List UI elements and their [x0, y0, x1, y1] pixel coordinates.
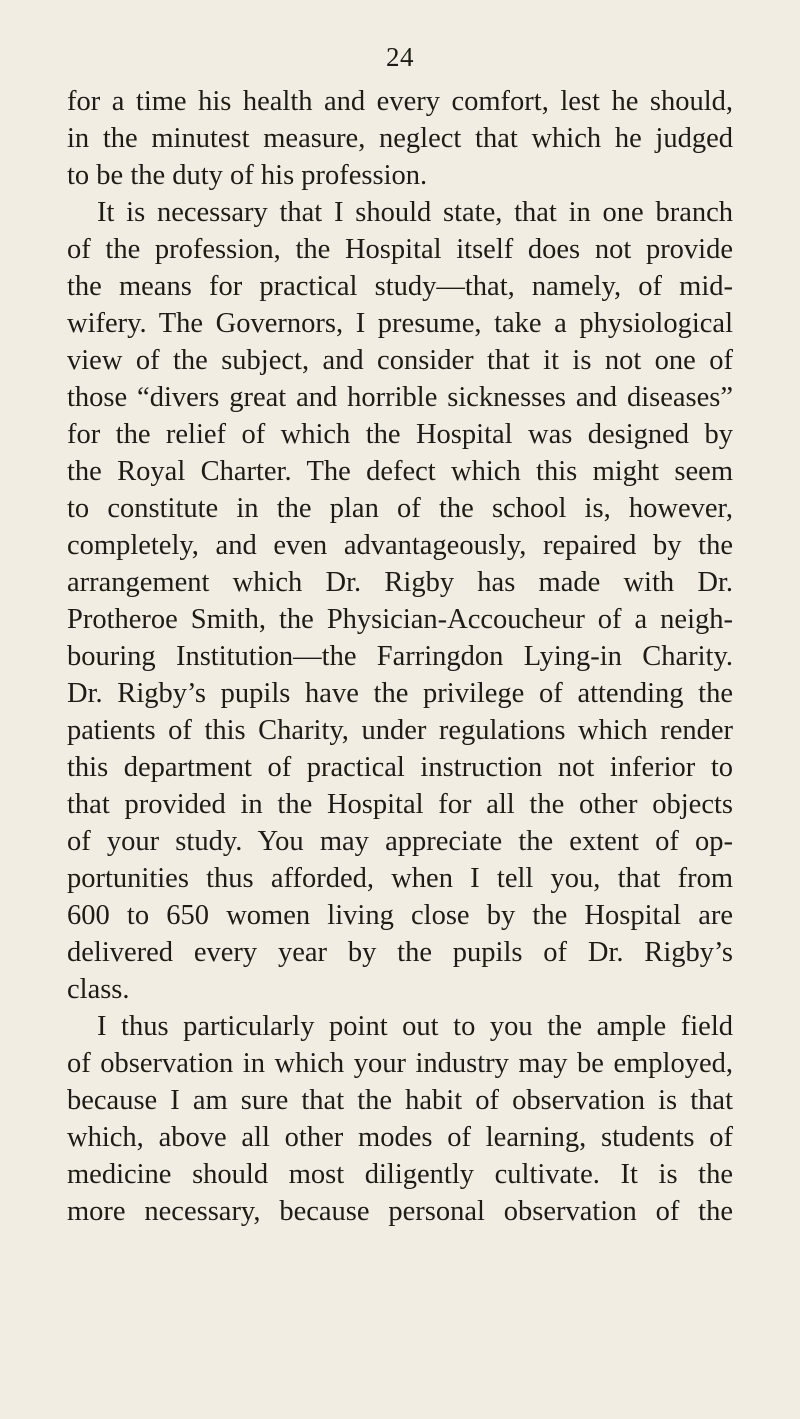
text-line: the means for practical study—that, namely, of mid-	[67, 271, 733, 302]
text-line: wifery. The Governors, I presume, take a physiological	[67, 308, 733, 339]
text-line: bouring Institution—the Farringdon Lying-in Charity.	[67, 641, 733, 672]
text-line: arrangement which Dr. Rigby has made with Dr.	[67, 567, 733, 598]
text-line: which, above all other modes of learning, students of	[67, 1122, 733, 1153]
text-line: to constitute in the plan of the school is, however,	[67, 493, 733, 524]
text-line: of observation in which your industry may be employed,	[67, 1048, 733, 1079]
text-line: view of the subject, and consider that it is not one of	[67, 345, 733, 376]
text-line: It is necessary that I should state, that in one branch	[97, 197, 733, 228]
text-line: Dr. Rigby’s pupils have the privilege of attending the	[67, 678, 733, 709]
text-line: for the relief of which the Hospital was designed by	[67, 419, 733, 450]
text-line: to be the duty of his profession.	[67, 160, 428, 191]
text-line: class.	[67, 974, 130, 1005]
text-line: this department of practical instruction not inferior to	[67, 752, 733, 783]
text-line: those “divers great and horrible sicknesses and diseases”	[67, 382, 733, 413]
text-line: the Royal Charter. The defect which this might seem	[67, 456, 733, 487]
text-line: delivered every year by the pupils of Dr. Rigby’s	[67, 937, 733, 968]
text-line: 600 to 650 women living close by the Hospital are	[67, 900, 733, 931]
text-line: medicine should most diligently cultivate. It is the	[67, 1159, 733, 1190]
text-line: that provided in the Hospital for all the other objects	[67, 789, 733, 820]
text-line: in the minutest measure, neglect that which he judged	[67, 123, 733, 154]
text-line: I thus particularly point out to you the ample field	[97, 1011, 733, 1042]
text-line: because I am sure that the habit of observation is that	[67, 1085, 733, 1116]
text-line: of your study. You may appreciate the extent of op-	[67, 826, 733, 857]
text-line: completely, and even advantageously, repaired by the	[67, 530, 733, 561]
page-number: 24	[386, 42, 414, 72]
text-line: portunities thus afforded, when I tell you, that from	[67, 863, 733, 894]
text-line: more necessary, because personal observation of the	[67, 1196, 733, 1227]
text-line: for a time his health and every comfort, lest he should,	[67, 86, 733, 117]
text-line: patients of this Charity, under regulations which render	[67, 715, 733, 746]
text-line: Protheroe Smith, the Physician-Accoucheur of a neigh-	[67, 604, 733, 635]
text-line: of the profession, the Hospital itself does not provide	[67, 234, 733, 265]
